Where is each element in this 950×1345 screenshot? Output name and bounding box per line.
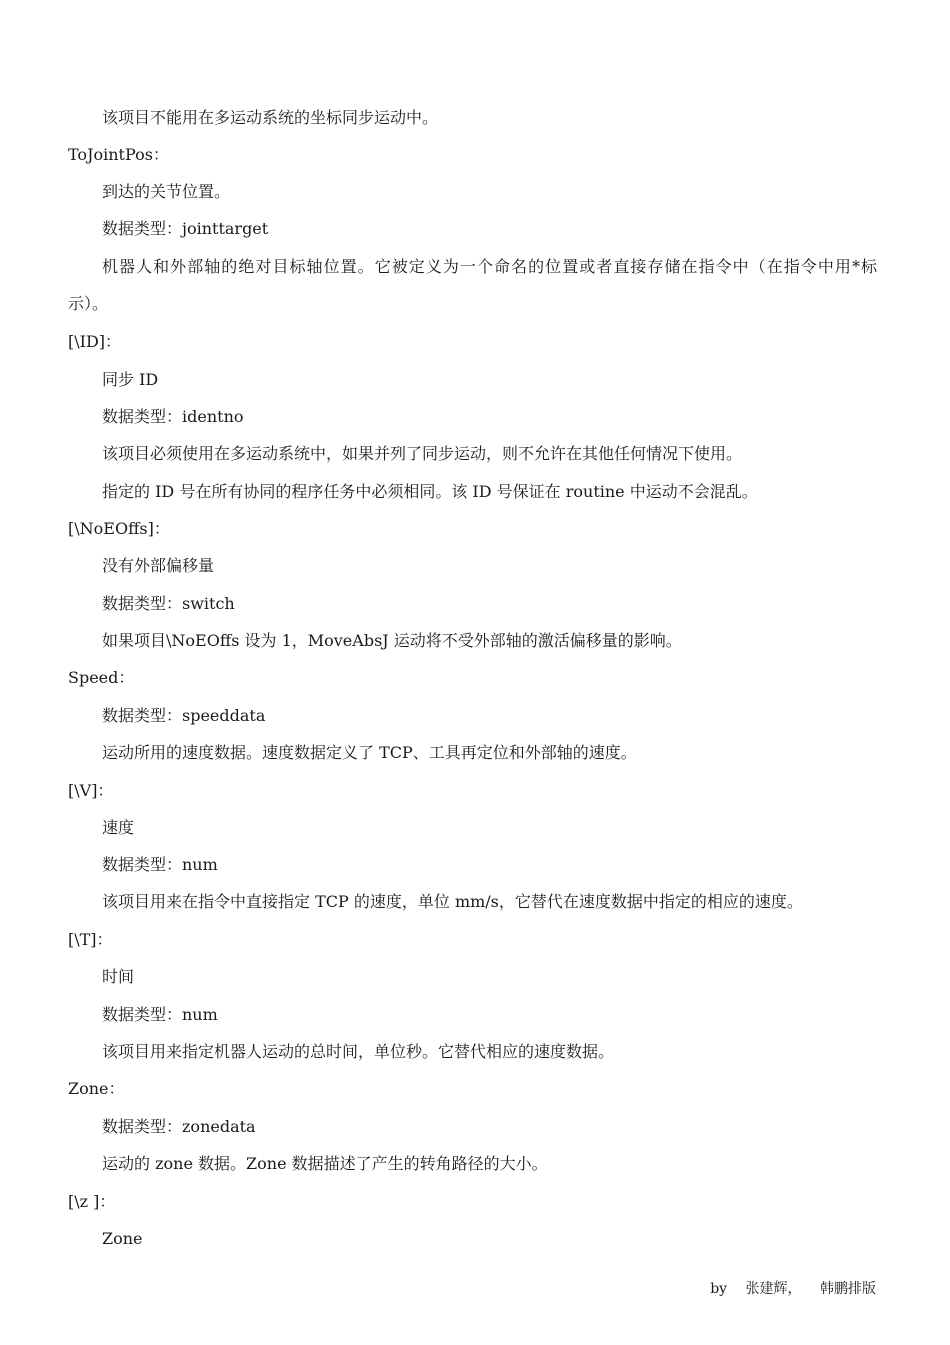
paragraph-line: 该项目不能用在多运动系统的坐标同步运动中。 xyxy=(102,108,439,127)
data-type-line: 数据类型：jointtarget xyxy=(102,219,269,238)
paragraph-line: 示）。 xyxy=(68,294,109,313)
paragraph-line: 同步 ID xyxy=(102,370,159,389)
paragraph-line: 运动所用的速度数据。速度数据定义了 TCP、工具再定位和外部轴的速度。 xyxy=(102,743,637,762)
parameter-heading: [\V]： xyxy=(68,781,114,800)
data-type-line: 数据类型：identno xyxy=(102,407,244,426)
footer-typesetter: 韩鹏排版 xyxy=(820,1281,876,1297)
paragraph-line: 时间 xyxy=(102,967,135,986)
paragraph-line: 该项目必须使用在多运动系统中，如果并列了同步运动，则不允许在其他任何情况下使用。 xyxy=(102,444,743,463)
data-type-line: 数据类型：num xyxy=(102,1005,218,1024)
data-type-line: 数据类型：switch xyxy=(102,594,235,613)
paragraph-line: 该项目用来在指令中直接指定 TCP 的速度，单位 mm/s，它替代在速度数据中指定的相应的速度。 xyxy=(102,892,803,911)
parameter-heading: ToJointPos： xyxy=(68,145,169,164)
data-type-line: 数据类型：num xyxy=(102,855,218,874)
data-type-line: 数据类型：zonedata xyxy=(102,1117,256,1136)
paragraph-line: 没有外部偏移量 xyxy=(102,556,215,575)
paragraph-line: Zone xyxy=(102,1229,143,1248)
paragraph-line: 到达的关节位置。 xyxy=(102,182,231,201)
paragraph-line: 该项目用来指定机器人运动的总时间，单位秒。它替代相应的速度数据。 xyxy=(102,1042,615,1061)
parameter-heading: [\NoEOffs]： xyxy=(68,519,170,538)
footer-by: by xyxy=(710,1281,728,1297)
paragraph-line: 机器人和外部轴的绝对目标轴位置。它被定义为一个命名的位置或者直接存储在指令中（在指令中用*标 xyxy=(102,257,877,276)
page-footer xyxy=(710,1280,876,1298)
footer-author: 张建辉， xyxy=(745,1281,802,1297)
parameter-heading: [\ID]： xyxy=(68,332,122,351)
parameter-heading: [\z ]： xyxy=(68,1192,116,1211)
data-type-line: 数据类型：speeddata xyxy=(102,706,266,725)
paragraph-line: 指定的 ID 号在所有协同的程序任务中必须相同。该 ID 号保证在 routine 中运动不会混乱。 xyxy=(102,482,758,501)
parameter-heading: Zone： xyxy=(68,1079,125,1098)
paragraph-line: 运动的 zone 数据。Zone 数据描述了产生的转角路径的大小。 xyxy=(102,1154,548,1173)
parameter-heading: [\T]： xyxy=(68,930,113,949)
paragraph-line: 如果项目\NoEOffs 设为 1，MoveAbsJ 运动将不受外部轴的激活偏移量的影响。 xyxy=(102,631,682,650)
paragraph-line: 速度 xyxy=(102,818,135,837)
parameter-heading: Speed： xyxy=(68,668,135,687)
